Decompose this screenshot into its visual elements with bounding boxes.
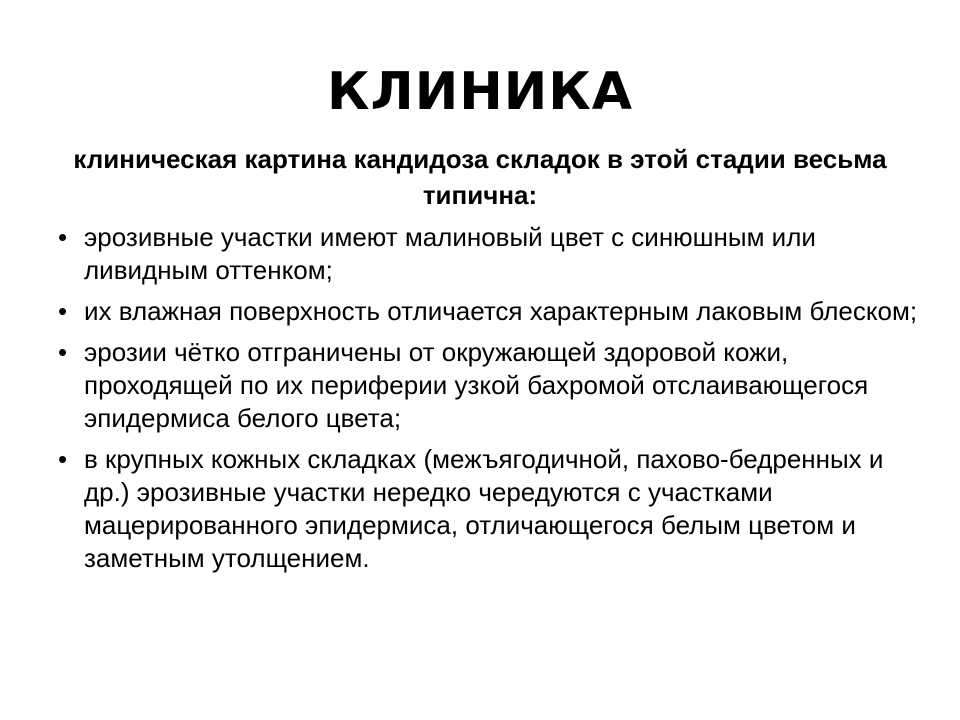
bullet-text: эрозии чётко отграничены от окружающей здоровой кожи, проходящей по их периферии узкой бахромой отслаивающегося эпидермиса белого цвета; xyxy=(84,337,869,433)
bullet-item xyxy=(58,336,918,435)
bullet-list xyxy=(58,221,918,583)
slide-subtitle: клиническая картина кандидоза складок в этой стадии весьма типична: xyxy=(73,144,887,210)
bullet-icon: • xyxy=(58,444,68,474)
slide-title: КЛИНИКА xyxy=(327,62,633,122)
bullet-item xyxy=(58,221,918,287)
bullet-item xyxy=(58,443,918,575)
bullet-text: их влажная поверхность отличается характерным лаковым блеском; xyxy=(84,296,918,326)
bullet-icon: • xyxy=(58,337,68,367)
bullet-icon: • xyxy=(58,296,68,326)
bullet-text: в крупных кожных складках (межъягодичной, пахово-бедренных и др.) эрозивные участки нередко чередуются с участками мацерированного эпидермиса, отличающегося белым цветом и заметным утолщением. xyxy=(84,444,884,573)
bullet-item xyxy=(58,295,918,328)
bullet-icon: • xyxy=(58,222,68,252)
bullet-text: эрозивные участки имеют малиновый цвет с синюшным или ливидным оттенком; xyxy=(84,222,816,285)
